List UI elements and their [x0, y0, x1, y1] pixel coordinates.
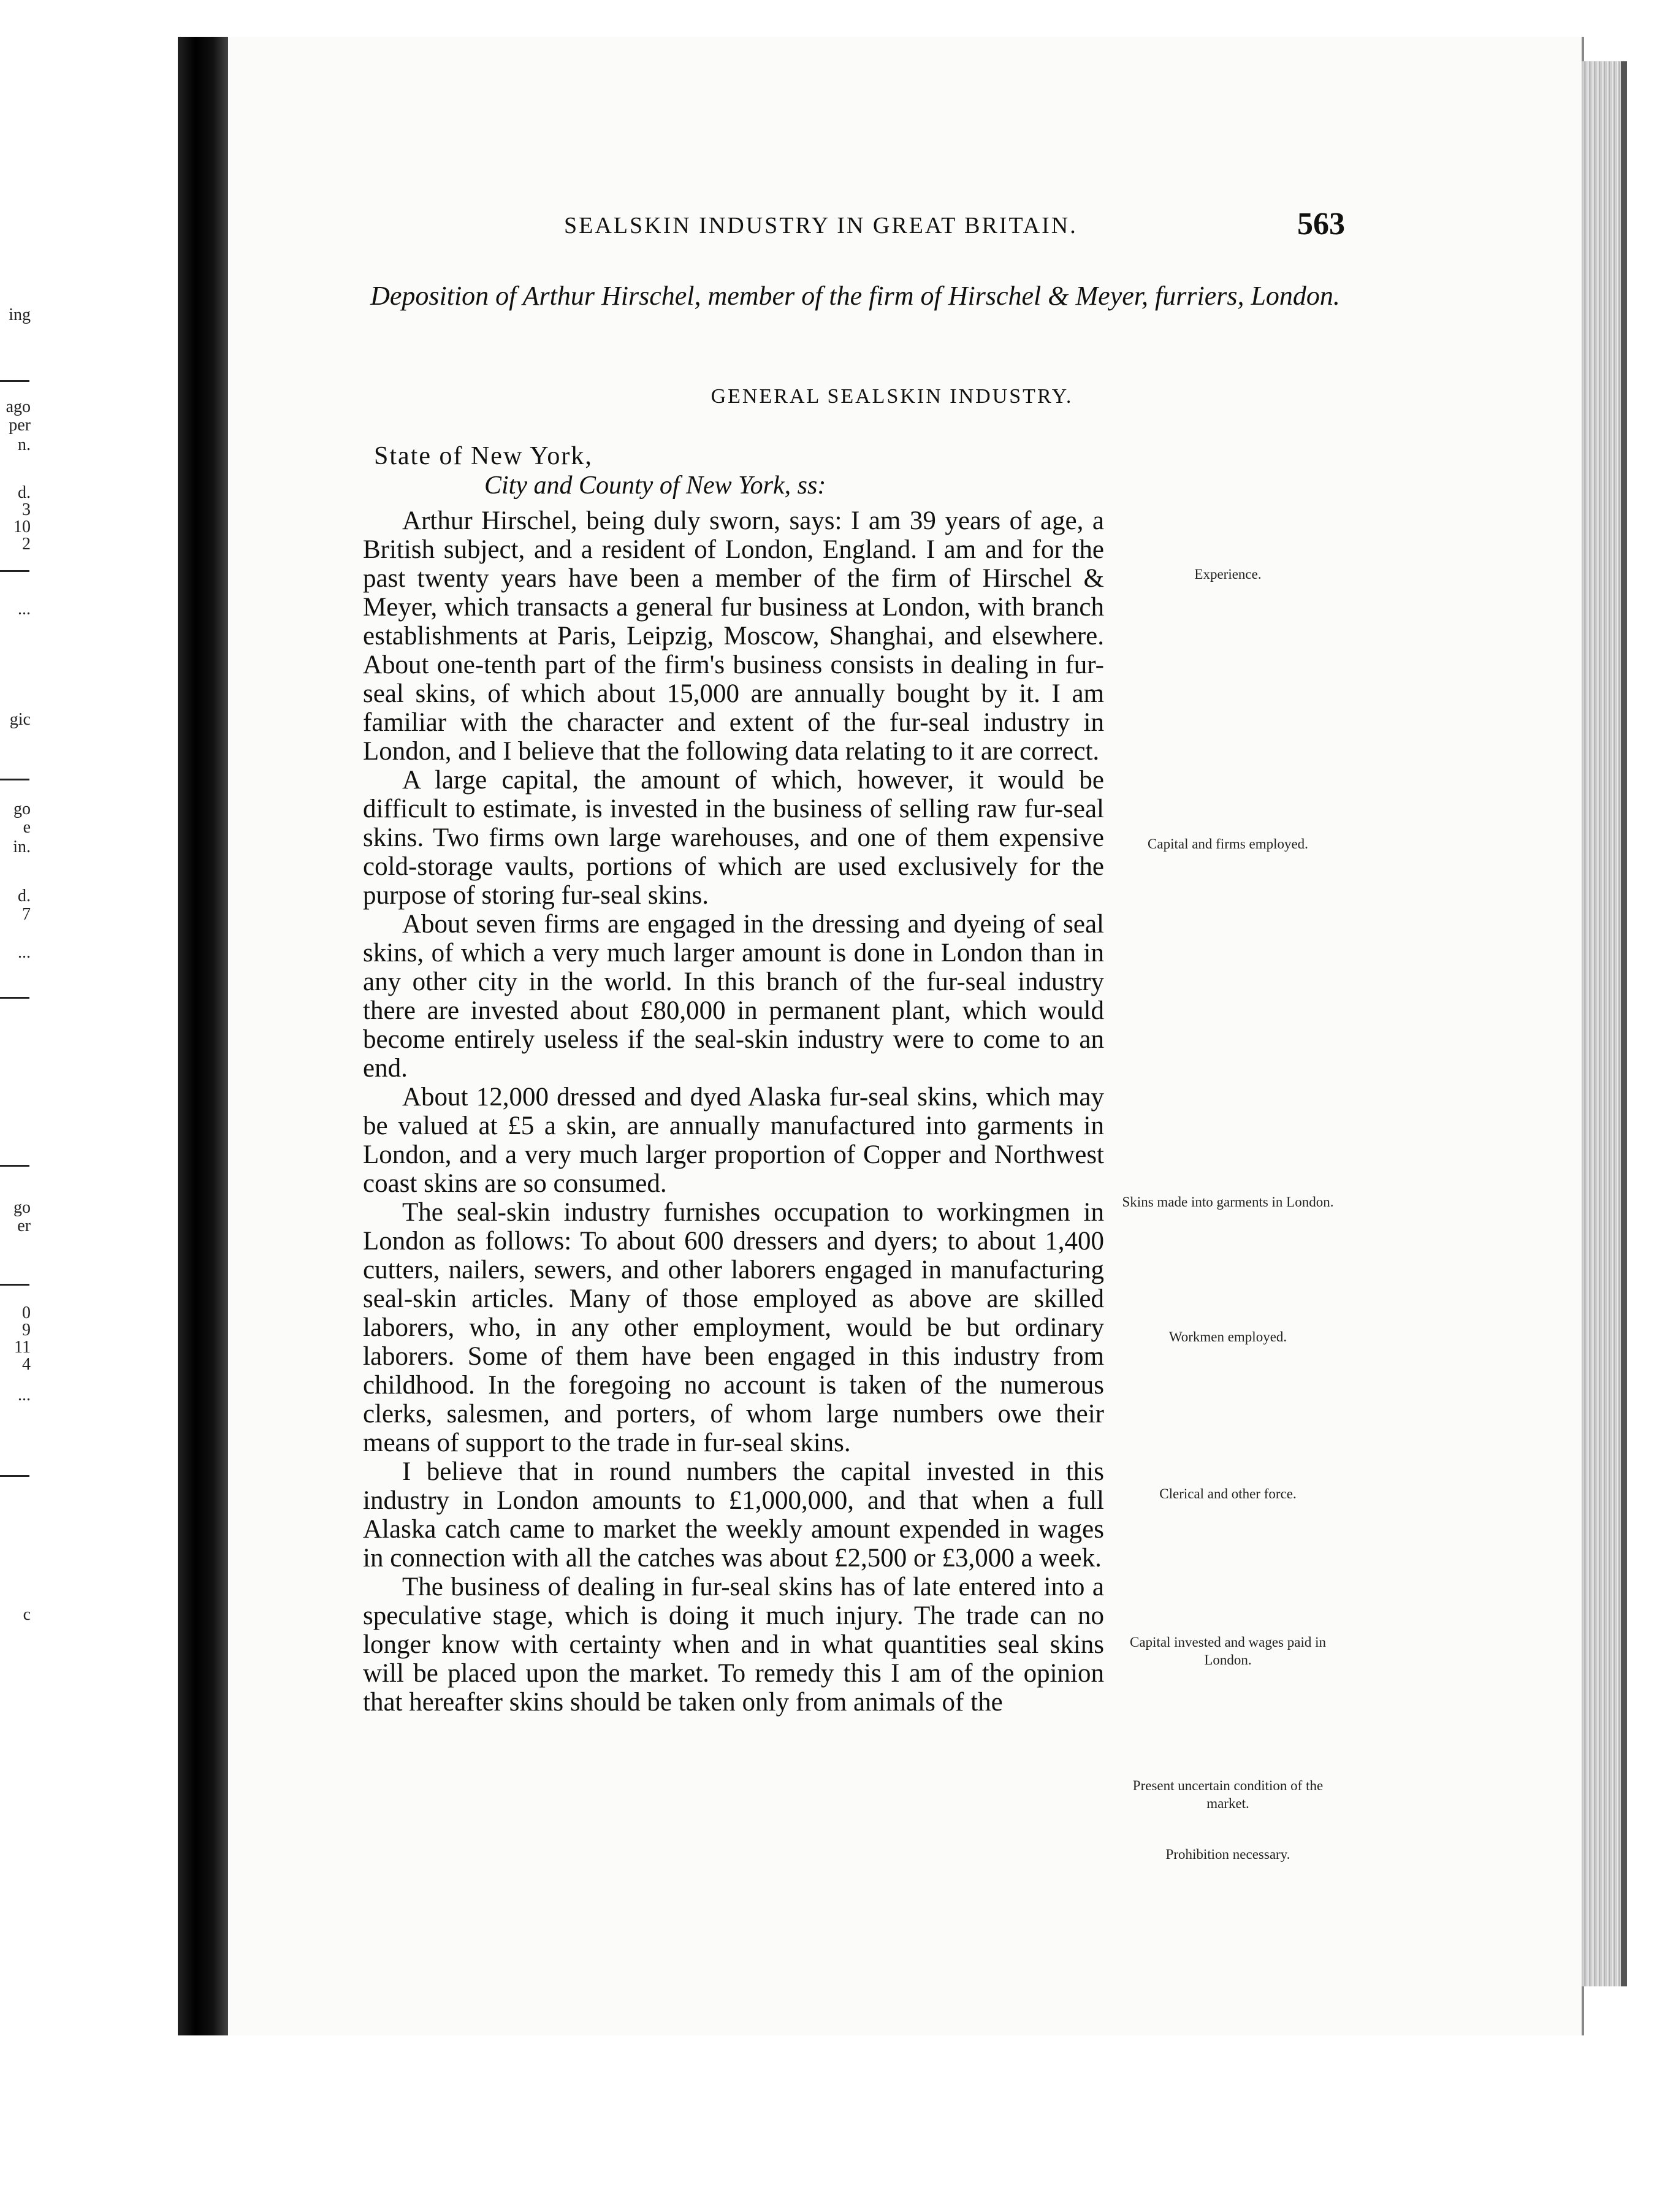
side-note: Clerical and other force. [1159, 1486, 1297, 1501]
venue-state: State of New York, [374, 442, 593, 470]
left-page-fragment: per [9, 416, 31, 435]
left-page-fragment: ... [18, 943, 31, 962]
left-page-rule [0, 997, 29, 999]
margin-gap [1104, 506, 1340, 543]
paragraph: About seven firms are engaged in the dressing and dyeing of seal skins, of which a very much larger amount is done in London than in any other city in the world. In this branch of the fur-seal industry there are invested about £80,000 in permanent plant, which would become entirely useless if the seal-skin industry were to come to an end. [363, 910, 1104, 1083]
side-note: Prohibition necessary. [1165, 1847, 1290, 1862]
left-page-rule [0, 1165, 29, 1167]
left-page-rule [0, 1475, 29, 1477]
book-gutter [178, 37, 228, 2035]
venue-county: City and County of New York, ss: [484, 471, 826, 500]
left-page-fragment: gic [9, 710, 31, 729]
left-page-fragment: ... [18, 1386, 31, 1405]
left-page-fragment: 3 [22, 500, 31, 519]
left-page-fragment: 4 [22, 1355, 31, 1374]
left-page-fragment: go [13, 799, 31, 818]
side-note: Capital and firms employed. [1148, 836, 1308, 852]
left-page-fragment: ... [18, 600, 31, 619]
left-page-fragment: 11 [14, 1338, 31, 1357]
left-page-margin [0, 0, 202, 2212]
page-number: 563 [1297, 207, 1345, 242]
paragraph: I believe that in round numbers the capital invested in this industry in London amounts to £1,000,000, and that when a full Alaska catch came to market the weekly amount expended in wages in connection with all the catches was about £2,500 or £3,000 a week. [363, 1457, 1104, 1573]
side-note: Skins made into garments in London. [1122, 1194, 1334, 1210]
running-head: SEALSKIN INDUSTRY IN GREAT BRITAIN. [564, 213, 1078, 238]
margin-gap [1104, 543, 1340, 1414]
left-page-fragment: ago [6, 397, 31, 416]
left-page-rule [0, 570, 29, 572]
left-page-fragment: d. [18, 887, 31, 906]
side-note: Workmen employed. [1168, 1329, 1287, 1344]
left-page-fragment: 10 [13, 517, 31, 536]
left-page-fragment: 0 [22, 1303, 31, 1322]
left-page-fragment: 9 [22, 1321, 31, 1340]
left-page-rule [0, 380, 29, 382]
deposition-title: Deposition of Arthur Hirschel, member of the firm of Hirschel & Meyer, furriers, London. [370, 281, 1340, 311]
left-page-fragment: go [13, 1198, 31, 1217]
left-page-fragment: n. [18, 435, 31, 454]
left-page-rule [0, 779, 29, 780]
left-page-fragment: er [17, 1216, 31, 1235]
section-title: GENERAL SEALSKIN INDUSTRY. [711, 385, 1073, 408]
paragraph: Arthur Hirschel, being duly sworn, says: I am 39 years of age, a British subject, and a resident of London, England. I am and for the past twenty years have been a member of the firm of Hirschel & Meyer, which transacts a general fur business at London, with branch establishments at Paris, Leipzig, Moscow, Shanghai, and elsewhere. About one-tenth part of the firm's business consists in dealing in fur-seal skins, of which about 15,000 are annually bought by it. I am familiar with the character and extent of the fur-seal industry in London, and I believe that the following data relating to it are correct. [363, 506, 1104, 766]
left-page-fragment: ing [9, 305, 31, 324]
left-page-fragment: d. [18, 483, 31, 502]
left-page-fragment: e [23, 818, 31, 837]
left-page-fragment: in. [13, 837, 31, 856]
side-note: Present uncertain condition of the market. [1132, 1778, 1324, 1811]
paragraph: The seal-skin industry furnishes occupation to workingmen in London as follows: To about 600 dressers and dyers; to about 1,400 cutters, nailers, sewers, and other laborers engaged in manufacturing seal-skin articles. Many of those employed as above are skilled laborers, who, in any other employment, would be but ordinary laborers. Some of them have been engaged in this industry from childhood. In the foregoing no account is taken of the numerous clerks, salesmen, and porters, of whom large numbers owe their means of support to the trade in fur-seal skins. [363, 1198, 1104, 1457]
left-page-fragment: c [23, 1605, 31, 1624]
left-page-rule [0, 1284, 29, 1286]
paragraph: The business of dealing in fur-seal skins has of late entered into a speculative stage, which is doing it much injury. The trade can no longer know with certainty when and in what quantities seal skins will be placed upon the market. To remedy this I am of the opinion that hereafter skins should be taken only from animals of the [363, 1573, 1104, 1717]
paragraph: About 12,000 dressed and dyed Alaska fur-seal skins, which may be valued at £5 a skin, are annually manufactured into garments in London, and a very much larger proportion of Copper and Northwest coast skins are so consumed. [363, 1083, 1104, 1198]
side-note: Experience. [1194, 566, 1262, 582]
page-edge-shadow [1621, 61, 1627, 1986]
page-edges [1582, 61, 1621, 1986]
paragraph: A large capital, the amount of which, however, it would be difficult to estimate, is invested in the business of selling raw fur-seal skins. Two firms own large warehouses, and one of them expensive cold-storage vaults, portions of which are used exclusively for the purpose of storing fur-seal skins. [363, 766, 1104, 910]
left-page-fragment: 2 [22, 535, 31, 554]
side-note: Capital invested and wages paid in London. [1129, 1634, 1326, 1668]
left-page-fragment: 7 [22, 905, 31, 924]
